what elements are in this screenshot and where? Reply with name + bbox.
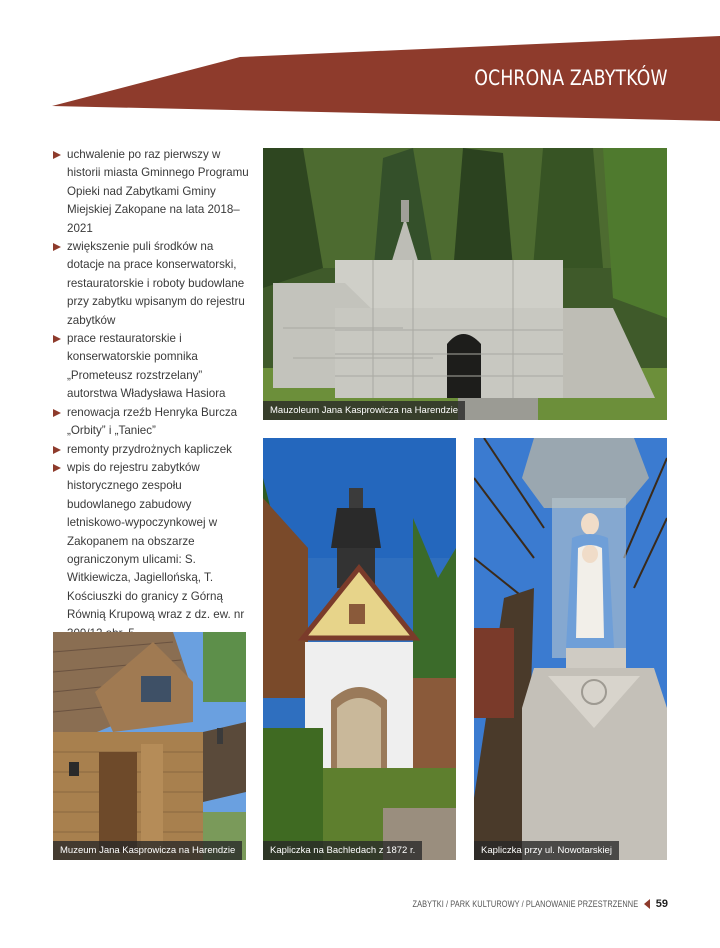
footer-section: ZABYTKI / PARK KULTUROWY / PLANOWANIE PRZESTRZENNE xyxy=(412,899,638,909)
list-item xyxy=(53,330,249,404)
muzeum-image xyxy=(53,632,246,860)
header-ribbon xyxy=(0,0,720,130)
photo-muzeum xyxy=(53,632,246,860)
photo-caption: Kapliczka przy ul. Nowotarskiej xyxy=(474,841,619,860)
ribbon-shape xyxy=(0,0,720,130)
list-item-text: wpis do rejestru zabytków historycznego zespołu budowlanego zabudowy letniskowo-wypoczynkowej w Zakopanem na obszarze ograniczonym ulicami: S. Witkiewicza, Jagiellońską, T. Kościuszki do granicy z Górną Równią Krupową wraz z dz. ew. nr xyxy=(67,460,245,622)
mauzoleum-image xyxy=(263,148,667,420)
list-item xyxy=(53,441,249,459)
photo-kapliczka-bachledy xyxy=(263,438,456,860)
photo-caption: Kapliczka na Bachledach z 1872 r. xyxy=(263,841,422,860)
list-item-text: renowacja rzeźb Henryka Burcza „Orbity” i „Taniec” xyxy=(67,405,238,438)
bullet-arrow-icon xyxy=(53,464,61,472)
bullet-arrow-icon xyxy=(53,151,61,159)
bullet-arrow-icon xyxy=(53,409,61,417)
list-item-text: zwiększenie puli środków na dotacje na prace konserwatorski, restauratorskie i roboty budowlane przy zabytku wpisanym do rejestru zabytków xyxy=(67,240,245,327)
list-item-text: remonty przydrożnych kapliczek xyxy=(67,442,232,456)
kapliczka-bachledy-image xyxy=(263,438,456,860)
photo-caption: Muzeum Jana Kasprowicza na Harendzie xyxy=(53,841,242,860)
bullet-arrow-icon xyxy=(53,335,61,343)
page-title: OCHRONA ZABYTKÓW xyxy=(474,66,668,90)
photo-caption: Mauzoleum Jana Kasprowicza na Harendzie xyxy=(263,401,465,420)
list-item xyxy=(53,459,249,643)
bullet-arrow-icon xyxy=(53,446,61,454)
list-item-text: prace restauratorskie i konserwatorskie pomnika „Prometeusz rozstrzelany” autorstwa Władysława Hasiora xyxy=(67,332,226,401)
kapliczka-nowotarska-image xyxy=(474,438,667,860)
list-item-text: uchwalenie po raz pierwszy w historii miasta Gminnego Programu Opieki nad Zabytkami Gminy Miejskiej Zakopane na lata 2018–2021 xyxy=(67,148,249,235)
page-footer xyxy=(363,898,668,910)
list-item xyxy=(53,404,249,441)
list-item xyxy=(53,238,249,330)
list-item xyxy=(53,146,249,238)
bullet-arrow-icon xyxy=(53,243,61,251)
page-number: 59 xyxy=(655,898,668,910)
photo-mauzoleum xyxy=(263,148,667,420)
photo-kapliczka-nowotarska xyxy=(474,438,667,860)
footer-arrow-icon xyxy=(644,899,650,909)
